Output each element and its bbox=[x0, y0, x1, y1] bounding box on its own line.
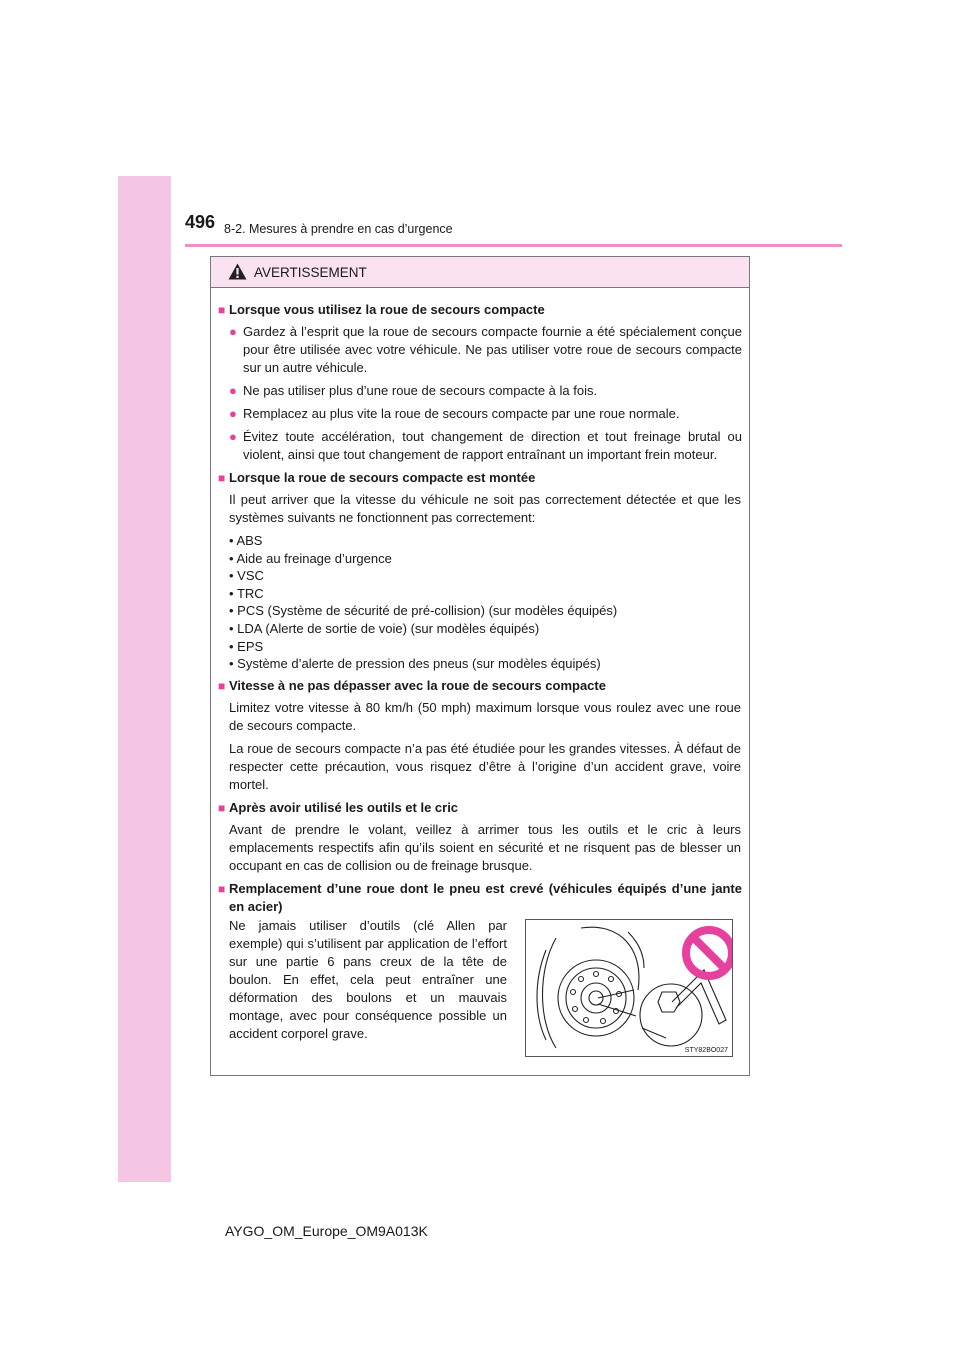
warning-content bbox=[211, 301, 749, 920]
warning-title: AVERTISSEMENT bbox=[254, 265, 367, 280]
square-bullet-icon: ■ bbox=[218, 881, 226, 896]
square-bullet-icon: ■ bbox=[218, 471, 226, 485]
heading-compact-spare-mounted: ■ Lorsque la roue de secours compacte est montée bbox=[218, 470, 536, 485]
chapter-side-tab bbox=[118, 176, 171, 1182]
document-code: AYGO_OM_Europe_OM9A013K bbox=[225, 1223, 428, 1239]
paragraph: Il peut arriver que la vitesse du véhicule ne soit pas correctement détectée et que les systèmes suivants ne fonctionnent pas correctement: bbox=[229, 492, 741, 525]
figure-code: STY82BO027 bbox=[684, 1047, 728, 1054]
wheel-allen-key-icon bbox=[526, 920, 732, 1056]
list-item: • Aide au freinage d’urgence bbox=[229, 550, 392, 566]
heading-speed-limit: ■ Vitesse à ne pas dépasser avec la roue de secours compacte bbox=[218, 677, 606, 693]
bullet-item: ● Remplacez au plus vite la roue de secours compacte par une roue normale. bbox=[229, 406, 680, 421]
warning-header bbox=[211, 257, 749, 288]
paragraph: Limitez votre vitesse à 80 km/h (50 mph) maximum lorsque vous roulez avec une roue de secours compacte. bbox=[229, 699, 741, 733]
list-item: • ABS bbox=[229, 533, 263, 548]
page-number: 496 bbox=[185, 212, 216, 232]
systems-list bbox=[229, 532, 741, 673]
list-item: • EPS bbox=[229, 638, 264, 654]
warning-box bbox=[210, 256, 750, 1076]
round-bullet-icon: ● bbox=[229, 324, 237, 339]
round-bullet-icon: ● bbox=[229, 406, 237, 421]
bullet-item: ● Évitez toute accélération, tout changement de direction et tout freinage brutal ou violent, ainsi que tout changement de rapport entraînant un important frein moteur. bbox=[229, 429, 742, 462]
heading-after-tools: ■ Après avoir utilisé les outils et le cric bbox=[218, 799, 459, 815]
paragraph: Ne jamais utiliser d’outils (clé Allen par exemple) qui s’utilisent par application de l’effort sur une partie 6 pans creux de la tête de boulon. En effet, cela peut entraîner une déformation des boulons et un mauvais montage, avec pour conséquence possible un accident corporel grave. bbox=[229, 918, 507, 1041]
list-item: • PCS (Système de sécurité de pré-collision) (sur modèles équipés) bbox=[229, 603, 618, 619]
figure-section bbox=[229, 917, 739, 1057]
paragraph: La roue de secours compacte n’a pas été étudiée pour les grandes vitesses. À défaut de respecter cette précaution, vous risquez d’être à l’origine d’un accident grave, voire mortel. bbox=[229, 740, 741, 792]
list-item: • Système d’alerte de pression des pneus (sur modèles équipés) bbox=[229, 656, 601, 672]
bullet-item: ● Ne pas utiliser plus d’une roue de secours compacte à la fois. bbox=[229, 383, 598, 398]
section-title: 8-2. Mesures à prendre en cas d’urgence bbox=[224, 222, 453, 236]
square-bullet-icon: ■ bbox=[218, 303, 226, 317]
header-rule bbox=[185, 244, 842, 247]
list-item: • LDA (Alerte de sortie de voie) (sur modèles équipés) bbox=[229, 620, 540, 636]
round-bullet-icon: ● bbox=[229, 383, 237, 398]
list-item: • TRC bbox=[229, 585, 264, 601]
warning-triangle-icon bbox=[228, 263, 247, 280]
heading-compact-spare-use: ■ Lorsque vous utilisez la roue de secours compacte bbox=[218, 302, 545, 317]
heading-flat-tire-replacement: ■ Remplacement d’une roue dont le pneu est crevé (véhicules équipés d’une jante en acier) bbox=[218, 880, 742, 914]
square-bullet-icon: ■ bbox=[218, 678, 226, 693]
paragraph: Avant de prendre le volant, veillez à arrimer tous les outils et le cric à leurs emplacements respectifs afin qu’ils soient en sécurité et ne risquent pas de blesser un occupant en cas de collision ou de freinage brusque. bbox=[229, 821, 741, 873]
list-item: • VSC bbox=[229, 568, 264, 584]
bullet-item: ● Gardez à l’esprit que la roue de secours compacte fournie a été spécialement conçue pour être utilisée avec votre véhicule. Ne pas utiliser votre roue de secours compacte sur un autre véhicule. bbox=[229, 324, 742, 375]
round-bullet-icon: ● bbox=[229, 429, 237, 444]
square-bullet-icon: ■ bbox=[218, 800, 226, 815]
wheel-bolt-illustration bbox=[525, 919, 733, 1057]
